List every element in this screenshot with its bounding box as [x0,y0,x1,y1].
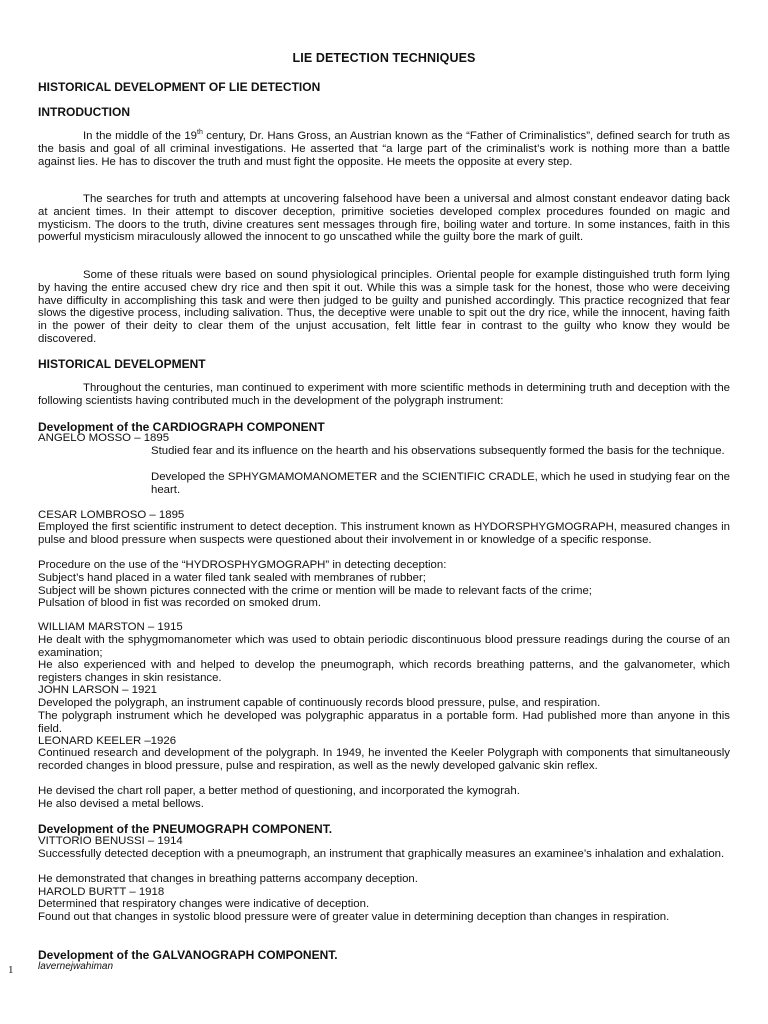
page-number: 1 [8,964,14,976]
larson-name: JOHN LARSON – 1921 [38,684,158,696]
lombroso-line-3: Subject’s hand placed in a water filed tank sealed with membranes of rubber; [38,572,426,584]
historical-paragraph: Throughout the centuries, man continued to experiment with more scientific methods in determining truth and deception with the following scientists having contributed much in the development of the polygraph instrument: [38,382,730,407]
burtt-line-2: Found out that changes in systolic blood pressure were of greater value in determining deception than changes in respiration. [38,911,670,923]
burtt-name: HAROLD BURTT – 1918 [38,886,165,898]
benussi-line-1: Successfully detected deception with a pneumograph, an instrument that graphically measures an examinee’s inhalation and exhalation. [38,848,725,860]
larson-line-2: The polygraph instrument which he developed was polygraphic apparatus in a portable form. Had published more than anyone in this field. [38,710,730,735]
heading-introduction: INTRODUCTION [38,105,130,119]
galvanograph-heading: Development of the GALVANOGRAPH COMPONENT. [38,948,338,962]
pneumograph-heading: Development of the PNEUMOGRAPH COMPONENT. [38,822,333,836]
keeler-line-2: He devised the chart roll paper, a better method of questioning, and incorporated the kymograh. [38,785,520,797]
intro-paragraph-1: In the middle of the 19th century, Dr. Hans Gross, an Austrian known as the “Father of Criminalistics”, defined search for truth as the basis and goal of all criminal investigations. He asserted that “a large part of the criminalist’s work is nothing more than a battle against lies. He has to discover the truth and must fight the opposite. He meets the opposite at every step. [38,129,730,168]
heading-historical-development-of-lie-detection: HISTORICAL DEVELOPMENT OF LIE DETECTION [38,80,321,94]
cardiograph-heading: Development of the CARDIOGRAPH COMPONENT [38,420,325,434]
mosso-line-1: Studied fear and its influence on the hearth and his observations subsequently formed the basis for the technique. [151,445,725,457]
intro-paragraph-2: The searches for truth and attempts at uncovering falsehood have been a universal and almost constant endeavor dating back at ancient times. In their attempt to discover deception, primitive societies developed complex procedures founded on magic and mysticism. The doors to the truth, divine creatures sent messages through fire, boiling water and torture. In some instances, faith in this powerful mysticism miraculously allowed the innocent to go unscathed while the guilty bore the mark of guilt. [38,193,730,244]
marston-line-1: He dealt with the sphygmomanometer which was used to obtain periodic discontinuous blood pressure readings during the course of an examination; [38,634,730,659]
marston-line-2: He also experienced with and helped to develop the pneumograph, which records breathing patterns, and the galvanometer, which registers changes in skin resistance. [38,659,730,684]
mosso-name: ANGELO MOSSO – 1895 [38,432,170,444]
benussi-line-2: He demonstrated that changes in breathing patterns accompany deception. [38,873,418,885]
lombroso-line-4: Subject will be shown pictures connected with the crime or mention will be made to relevant facts of the crime; [38,585,592,597]
larson-line-1: Developed the polygraph, an instrument capable of continuously records blood pressure, pulse, and respiration. [38,697,601,709]
marston-name: WILLIAM MARSTON – 1915 [38,621,183,633]
footer-author: lavernejwahiman [38,961,114,972]
keeler-line-1: Continued research and development of the polygraph. In 1949, he invented the Keeler Polygraph with components that simultaneously recorded changes in blood pressure, pulse and respiration, as well as the newly developed galvanic skin reflex. [38,747,730,772]
intro-paragraph-3: Some of these rituals were based on sound physiological principles. Oriental people for example distinguished truth form lying by having the entire accused chew dry rice and then spit it out. While this was a simple task for the honest, those who were deceiving have difficulty in accomplishing this task and were then judged to be guilty and punished accordingly. This practice recognized that fear slows the digestive process, including salivation. Thus, the deceptive were unable to spit out the dry rice, while the innocent, having faith in the power of their deity to clear them of the unjust accusation, felt little fear in contrast to the guilty who know they would be discovered. [38,269,730,345]
lombroso-line-1: Employed the first scientific instrument to detect deception. This instrument known as HYDORSPHYGMOGRAPH, measured changes in pulse and blood pressure when suspects were questioned about their involvement in or knowledge of a specific response. [38,521,730,546]
keeler-line-3: He also devised a metal bellows. [38,798,204,810]
keeler-name: LEONARD KEELER –1926 [38,735,177,747]
document-title: LIE DETECTION TECHNIQUES [292,51,476,65]
mosso-line-2: Developed the SPHYGMAMOMANOMETER and the SCIENTIFIC CRADLE, which he used in studying fear on the heart. [151,471,730,496]
lombroso-line-2: Procedure on the use of the “HYDROSPHYGMOGRAPH” in detecting deception: [38,559,447,571]
lombroso-name: CESAR LOMBROSO – 1895 [38,509,185,521]
heading-historical-development: HISTORICAL DEVELOPMENT [38,357,206,371]
benussi-name: VITTORIO BENUSSI – 1914 [38,835,183,847]
burtt-line-1: Determined that respiratory changes were indicative of deception. [38,898,370,910]
lombroso-line-5: Pulsation of blood in fist was recorded on smoked drum. [38,597,322,609]
